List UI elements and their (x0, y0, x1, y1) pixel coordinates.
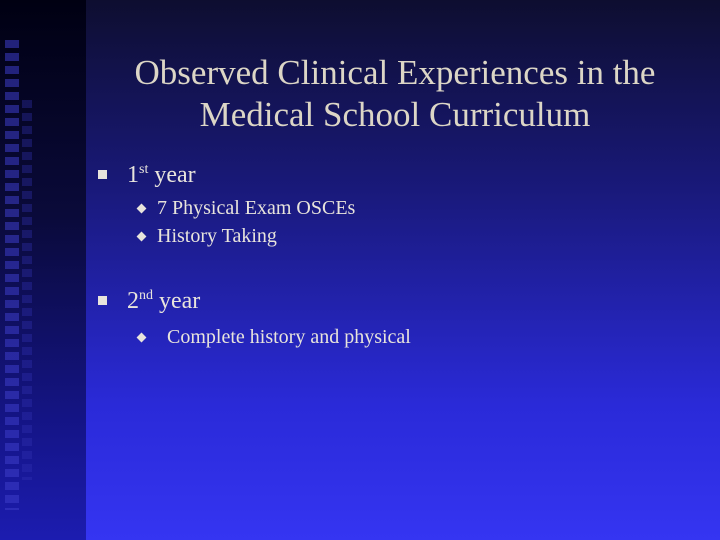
slide-title-line1: Observed Clinical Experiences in the (134, 53, 656, 92)
sub-bullet-label: Complete history and physical (167, 326, 411, 348)
diamond-bullet-icon (137, 204, 147, 214)
bullet-first-year (98, 162, 196, 189)
decorative-squares-faint (22, 100, 32, 480)
sub-bullet-physical-exam (136, 197, 355, 220)
slide-title-line2: Medical School Curriculum (199, 95, 591, 134)
square-bullet-icon (98, 170, 107, 179)
sub-bullet-history-taking (136, 225, 277, 248)
diamond-bullet-icon (137, 232, 147, 242)
slide-title (90, 52, 700, 136)
square-bullet-icon (98, 296, 107, 305)
left-decorative-band (0, 0, 86, 540)
bullet-second-year (98, 288, 200, 315)
sub-bullet-complete-history (136, 326, 411, 349)
diamond-bullet-icon (137, 333, 147, 343)
bullet-label: 1st year (127, 162, 196, 188)
sub-bullet-label: History Taking (157, 225, 277, 247)
sub-bullet-label: 7 Physical Exam OSCEs (157, 197, 356, 219)
decorative-squares (5, 40, 19, 510)
bullet-label: 2nd year (127, 288, 201, 314)
